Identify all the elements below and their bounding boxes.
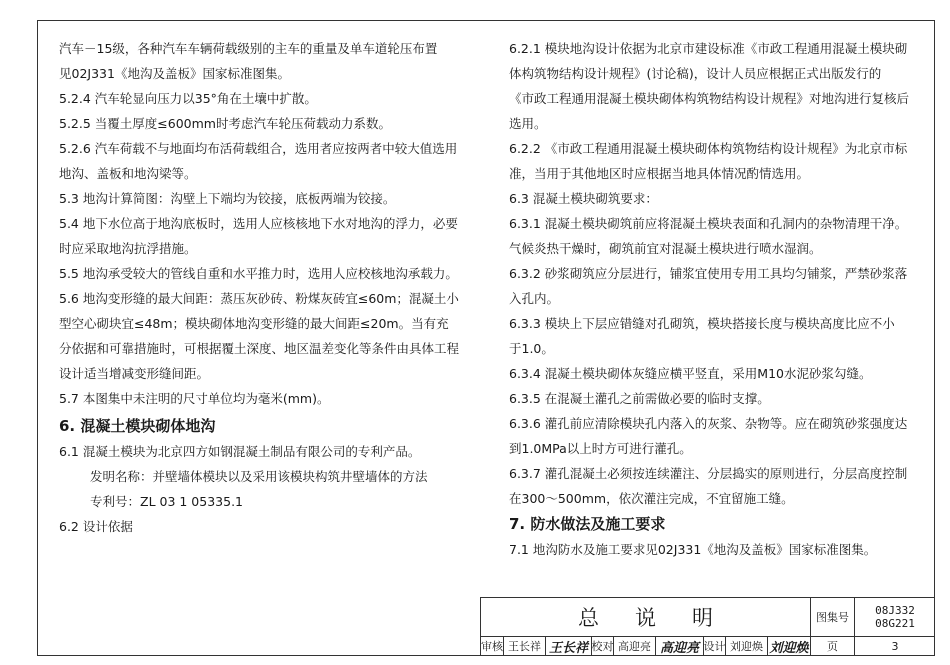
atlas-number-1: 08J332 — [875, 604, 915, 617]
designer-name: 刘迎焕 — [725, 636, 767, 656]
paragraph: 6.2.2 《市政工程通用混凝土模块砌体构筑物结构设计规程》为北京市标 — [509, 141, 908, 156]
paragraph: 分依据和可靠措施时，可根据覆土深度、地区温差变化等条件由具体工程 — [59, 341, 460, 356]
paragraph: 于1.0。 — [509, 341, 554, 356]
paragraph: 5.7 本图集中未注明的尺寸单位均为毫米(mm)。 — [59, 391, 330, 406]
paragraph: 6.3.4 混凝土模块砌体灰缝应横平竖直，采用M10水泥砂浆勾缝。 — [509, 366, 872, 381]
review-label: 审核 — [481, 640, 503, 653]
title-block-sign-row — [481, 636, 935, 656]
paragraph: 5.5 地沟承受较大的管线自重和水平推力时，选用人应校核地沟承载力。 — [59, 266, 458, 281]
atlas-label: 图集号 — [810, 598, 854, 636]
title-block — [480, 597, 935, 656]
atlas-number-2: 08G221 — [875, 617, 915, 630]
atlas-number — [854, 598, 935, 636]
checker-name: 高迎亮 — [613, 636, 655, 656]
paragraph: 6.3.2 砂浆砌筑应分层进行，铺浆宜使用专用工具均匀铺浆，严禁砂浆落 — [509, 266, 908, 281]
paragraph: 5.2.6 汽车荷载不与地面均布活荷载组合，选用者应按两者中较大值选用 — [59, 141, 458, 156]
section-heading-7: 7. 防水做法及施工要求 — [509, 515, 666, 533]
paragraph: 6.2.1 模块地沟设计依据为北京市建设标准《市政工程通用混凝土模块砌 — [509, 41, 908, 56]
drawing-title: 总说明 — [578, 606, 749, 630]
patent-number: 专利号：ZL 03 1 05335.1 — [90, 494, 243, 509]
paragraph: 体构筑物结构设计规程》(讨论稿)，设计人员应根据正式出版发行的 — [509, 66, 882, 81]
paragraph: 7.1 地沟防水及施工要求见02J331《地沟及盖板》国家标准图集。 — [509, 542, 877, 557]
reviewer-name: 王长祥 — [503, 636, 545, 656]
paragraph: 型空心砌块宜≤48m；模块砌体地沟变形缝的最大间距≤20m。当有充 — [59, 316, 449, 331]
paragraph: 选用。 — [509, 116, 547, 131]
check-label: 校对 — [591, 636, 613, 656]
paragraph: 6.3.5 在混凝土灌孔之前需做必要的临时支撑。 — [509, 391, 770, 406]
paragraph: 准，当用于其他地区时应根据当地具体情况酌情选用。 — [509, 166, 810, 181]
page-label: 页 — [810, 636, 854, 656]
paragraph: 5.6 地沟变形缝的最大间距：蒸压灰砂砖、粉煤灰砖宜≤60m；混凝土小 — [59, 291, 459, 306]
checker-signature: 高迎亮 — [655, 636, 703, 656]
paragraph: 5.4 地下水位高于地沟底板时，选用人应核核地下水对地沟的浮力，必要 — [59, 216, 458, 231]
paragraph: 5.2.4 汽车轮显向压力以35°角在土壤中扩散。 — [59, 91, 317, 106]
designer-signature: 刘迎焕 — [767, 636, 810, 656]
paragraph: 入孔内。 — [509, 291, 560, 306]
paragraph: 设计适当增减变形缝间距。 — [59, 366, 210, 381]
title-block-top-row — [481, 598, 935, 637]
right-column — [509, 36, 910, 562]
paragraph: 6.2 设计依据 — [59, 519, 133, 534]
paragraph: 汽车－15级，各种汽车车辆荷载级别的主车的重量及单车道轮压布置 — [59, 41, 438, 56]
paragraph: 到1.0MPa以上时方可进行灌孔。 — [509, 441, 692, 456]
paragraph: 6.1 混凝土模块为北京四方如钢混凝土制品有限公司的专利产品。 — [59, 444, 421, 459]
paragraph: 在300～500mm，依次灌注完成，不宜留施工缝。 — [509, 491, 794, 506]
left-column — [59, 36, 459, 539]
paragraph: 见02J331《地沟及盖板》国家标准图集。 — [59, 66, 290, 81]
paragraph: 气候炎热干燥时，砌筑前宜对混凝土模块进行喷水湿润。 — [509, 241, 822, 256]
section-heading-6: 6. 混凝土模块砌体地沟 — [59, 417, 216, 435]
paragraph: 6.3.7 灌孔混凝土必须按连续灌注、分层捣实的原则进行，分层高度控制 — [509, 466, 908, 481]
paragraph: 6.3 混凝土模块砌筑要求： — [509, 191, 658, 206]
paragraph: 地沟、盖板和地沟梁等。 — [59, 166, 197, 181]
paragraph: 5.2.5 当覆土厚度≤600mm时考虑汽车轮压荷载动力系数。 — [59, 116, 391, 131]
reviewer-signature: 王长祥 — [545, 636, 591, 656]
invention-name: 发明名称：并壁墙体模块以及采用该模块构筑井壁墙体的方法 — [90, 469, 428, 484]
paragraph: 6.3.6 灌孔前应清除模块孔内落入的灰浆、杂物等。应在砌筑砂浆强度达 — [509, 416, 908, 431]
paragraph: 6.3.1 混凝土模块砌筑前应将混凝土模块表面和孔洞内的杂物清理干净。 — [509, 216, 908, 231]
design-label: 设计 — [703, 636, 725, 656]
paragraph: 5.3 地沟计算简图：沟壁上下端均为铰接，底板两端为铰接。 — [59, 191, 396, 206]
paragraph: 《市政工程通用混凝土模块砌体构筑物结构设计规程》对地沟进行复核后 — [509, 91, 910, 106]
paragraph: 6.3.3 模块上下层应错缝对孔砌筑，模块搭接长度与模块高度比应不小 — [509, 316, 895, 331]
page-number: 3 — [854, 636, 935, 656]
paragraph: 时应采取地沟抗浮措施。 — [59, 241, 197, 256]
